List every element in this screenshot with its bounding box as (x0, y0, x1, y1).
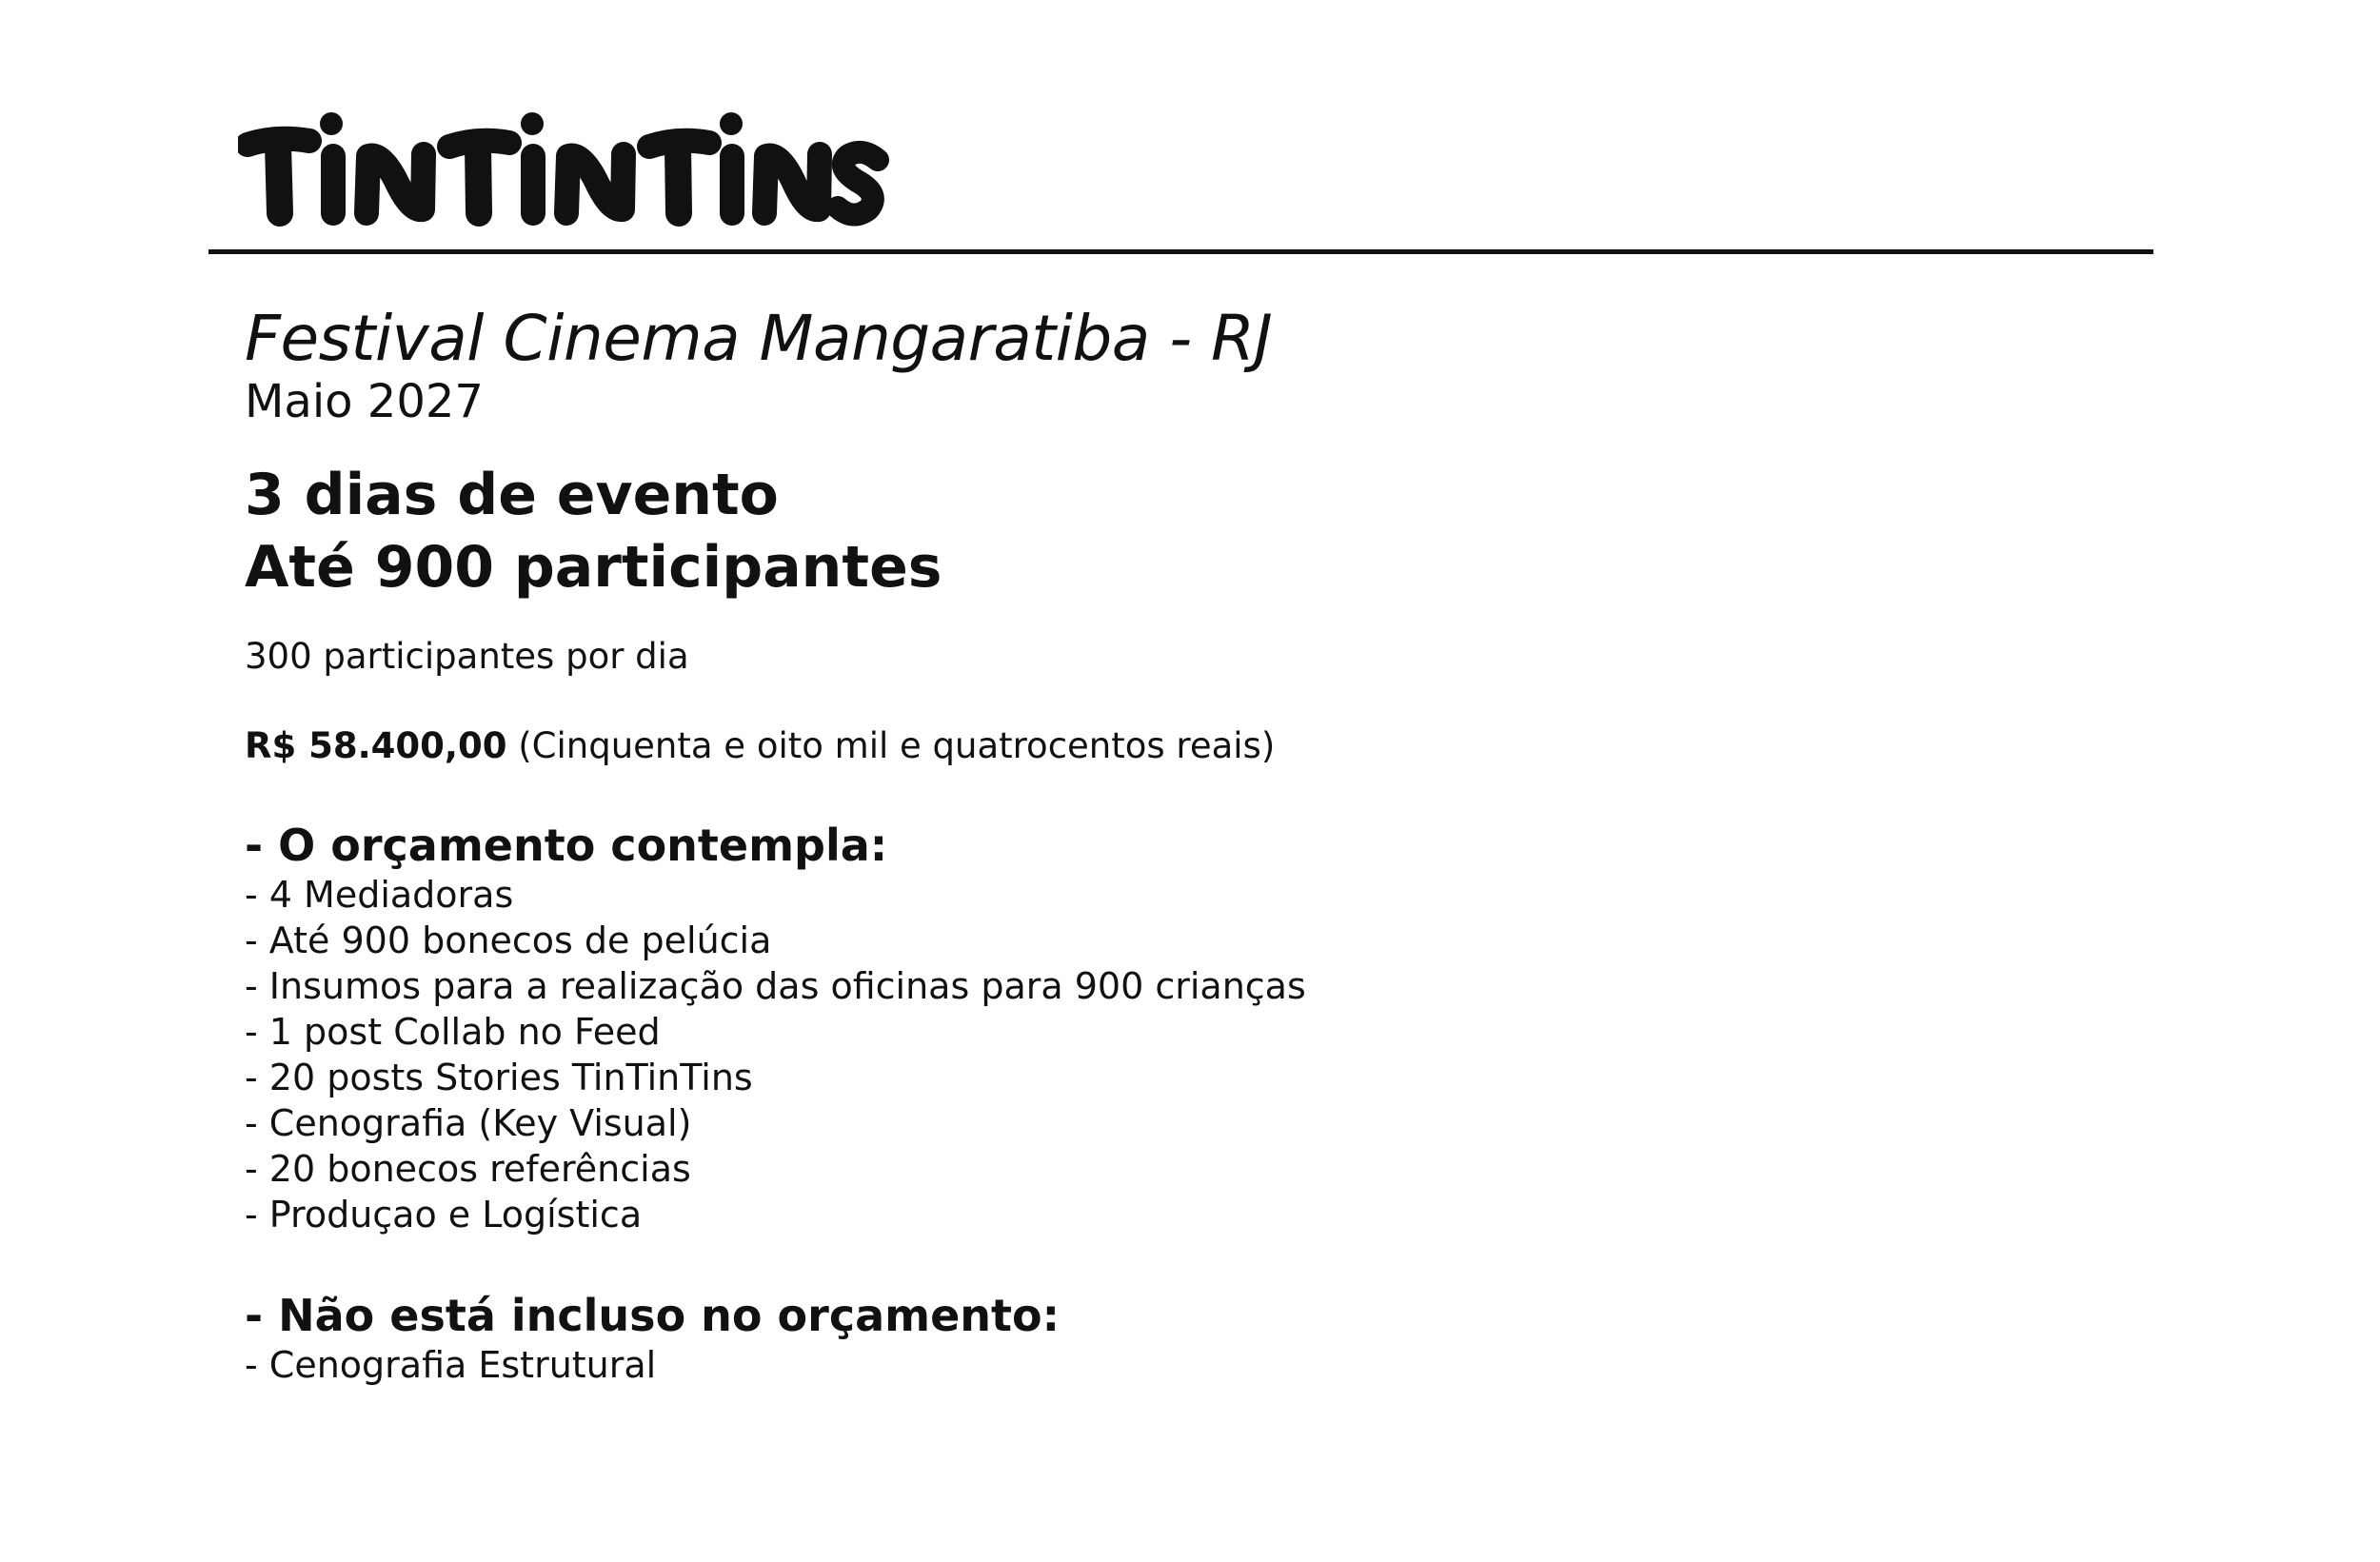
event-title: Festival Cinema Mangaratiba - RJ (245, 302, 1273, 375)
budget-line (245, 725, 2053, 767)
event-capacity: Até 900 participantes (245, 534, 942, 601)
event-highlights (245, 459, 2053, 603)
excluded-heading: - Não está incluso no orçamento: (245, 1290, 1061, 1341)
list-item: - 1 post Collab no Feed (245, 1011, 661, 1053)
header-divider (208, 249, 2153, 254)
budget-price: R$ 58.400,00 (245, 725, 507, 766)
participants-per-day: 300 participantes por dia (245, 636, 689, 677)
included-heading: - O orçamento contempla: (245, 820, 888, 871)
proposal-body (245, 303, 2053, 1388)
excluded-list (245, 1342, 2053, 1388)
budget-price-in-words: (Cinquenta e oito mil e quatrocentos reais) (506, 725, 1276, 766)
event-date: Maio 2027 (245, 375, 484, 428)
list-item: - 20 posts Stories TinTinTins (245, 1057, 753, 1098)
list-item: - Até 900 bonecos de pelúcia (245, 919, 772, 961)
included-list (245, 872, 2053, 1237)
list-item: - Insumos para a realização das oficinas para 900 crianças (245, 965, 1306, 1007)
list-item: - 20 bonecos referências (245, 1148, 691, 1190)
list-item: - Cenografia (Key Visual) (245, 1102, 692, 1144)
event-duration: 3 dias de evento (245, 462, 779, 528)
list-item: - Produçao e Logística (245, 1194, 643, 1236)
tintintins-logo-graphic (238, 107, 895, 230)
brand-logo (238, 107, 895, 230)
list-item: - 4 Mediadoras (245, 874, 514, 916)
list-item: - Cenografia Estrutural (245, 1344, 657, 1386)
